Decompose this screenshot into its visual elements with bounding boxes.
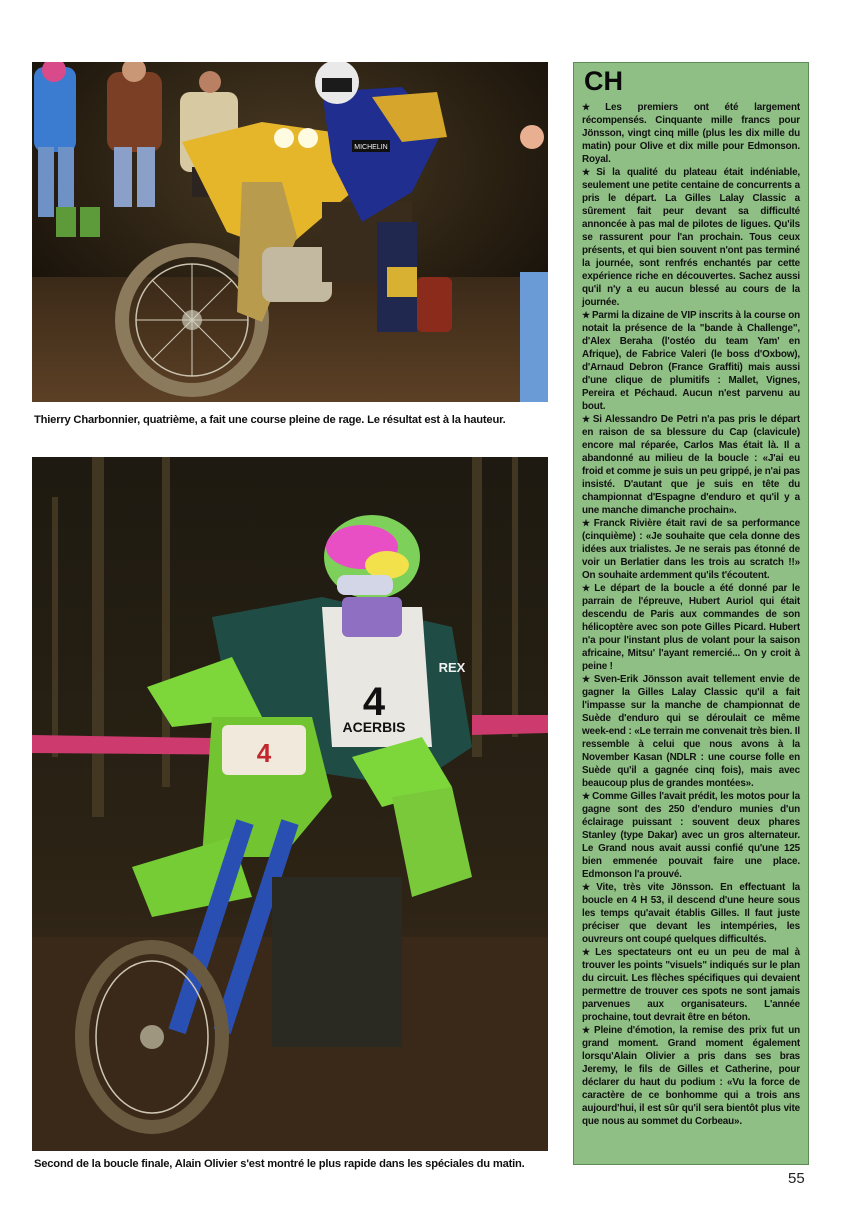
photo-2-caption: Second de la boucle finale, Alain Olivier s'est montré le plus rapide dans les spéciales du matin.: [34, 1158, 525, 1170]
sidebar-paragraph: [582, 517, 800, 582]
star-bullet-icon: ★: [582, 583, 593, 593]
sidebar-paragraph-list: [582, 101, 800, 1128]
star-bullet-icon: ★: [582, 518, 592, 528]
star-bullet-icon: ★: [582, 882, 595, 892]
sidebar-paragraph-text: Pleine d'émotion, la remise des prix fut un grand moment. Grand moment également lorsqu'Alain Olivier a pris dans ses bras Jeremy, le fils de Gilles et Catherine, pour déclarer du haut du podium : «Vu la force de caractère de ce bonhomme qui a trois ans aujourd'hui, il est sûr qu'il sera bientôt plus vite que nous au sommet du Corbeau».: [582, 1025, 801, 1127]
sidebar-paragraph: [582, 881, 800, 946]
star-bullet-icon: ★: [582, 167, 595, 177]
star-bullet-icon: ★: [582, 102, 604, 112]
page-number: 55: [788, 1170, 805, 1187]
sidebar-paragraph-text: Si la qualité du plateau était indéniable, seulement une petite centaine de concurrents a pris le départ. La Gilles Lalay Classic a sûrement fait peur devant sa difficulté annoncée à pas mal de pilotes de ligues. Qu'ils se rassurent pour l'an prochain. Tous ceux présents, et qui bien souvent n'ont pas terminé la journée, sont renfrés enchantés par cette expérience riche en découvertes. Sachez aussi qu'il n'y a eu aucun blessé au cours de la journée.: [582, 167, 801, 308]
sidebar-title: CH: [584, 66, 623, 96]
sidebar-box: [573, 62, 809, 1165]
star-bullet-icon: ★: [582, 947, 594, 957]
star-bullet-icon: ★: [582, 791, 591, 801]
sidebar-paragraph-text: Les premiers ont été largement récompensés. Cinquante mille francs pour Jönsson, vingt cinq mille (plus les dix mille du matin) pour Olive et dix mille pour Edmonson. Royal.: [582, 102, 801, 165]
star-bullet-icon: ★: [582, 1025, 593, 1035]
sidebar-paragraph: [582, 673, 800, 790]
sidebar-paragraph: [582, 946, 800, 1024]
sidebar-paragraph: [582, 413, 800, 517]
sidebar-paragraph: [582, 790, 800, 881]
sidebar-paragraph: [582, 166, 800, 309]
sidebar-paragraph: [582, 1024, 800, 1128]
sidebar-paragraph-text: Parmi la dizaine de VIP inscrits à la course on notait la présence de la "bande à Challenge", d'Alex Beraha (l'ostéo du team Yam' en Afrique), de Fabrice Valeri (le boss d'Oxbow), d'Arnaud Debron (France Graffiti) mais aussi d'une clique de plumitifs : Mallet, Vignes, Pereira et Péchaud. Aucun n'est parvenu au bout.: [582, 310, 800, 412]
sidebar-paragraph: [582, 309, 800, 413]
michelin-logo: MICHELIN: [354, 144, 388, 151]
star-bullet-icon: ★: [582, 414, 591, 424]
photo-thierry-charbonnier: [32, 62, 548, 402]
sidebar-paragraph-text: Comme Gilles l'avait prédit, les motos pour la gagne sont des 250 d'enduro munies d'un éclairage puissant : souvent deux phares Stanley (type Dakar) avec un gros alternateur. Le Grand nous avait aussi confié qu'une 125 bien emmenée pouvait faire une place. Edmonson l'a prouvé.: [582, 791, 800, 880]
rider-bib-number: 4: [362, 680, 386, 724]
sidebar-paragraph-text: Vite, très vite Jönsson. En effectuant la boucle en 4 H 53, il descend d'une heure sous les temps qu'avait établis Gilles. Il faut juste préciser que devant les intempéries, les ouvreurs ont coupé quelques difficultés.: [582, 882, 800, 945]
sidebar-paragraph: [582, 582, 800, 673]
sidebar-paragraph: [582, 101, 800, 166]
photo-1-caption: Thierry Charbonnier, quatrième, a fait une course pleine de rage. Le résultat est à la hauteur.: [34, 414, 506, 426]
photo-1-illustration: [32, 62, 548, 402]
star-bullet-icon: ★: [582, 674, 592, 684]
acerbis-logo: ACERBIS: [342, 719, 406, 735]
sidebar-paragraph-text: Les spectateurs ont eu un peu de mal à trouver les points "visuels" indiqués sur le plan du circuit. Les flèches spécifiques qui devaient permettre de trouver ces spots ne sont jamais parvenues aux organisateurs. L'année prochaine, tout devrait être en béton.: [582, 947, 800, 1023]
jersey-logo: REX: [438, 660, 466, 675]
photo-alain-olivier: [32, 457, 548, 1151]
photo-2-illustration: [32, 457, 548, 1151]
front-plate-number: 4: [256, 738, 272, 768]
sidebar-paragraph-text: Franck Rivière était ravi de sa performance (cinquième) : «Je souhaite que cela donne des idées aux trialistes. Je ne serais pas étonné de voir un Berlatier dans les trois au scratch !!» On souhaite ardemment qu'ils t'écoutent.: [582, 518, 800, 581]
sidebar-paragraph-text: Si Alessandro De Petri n'a pas pris le départ en raison de sa blessure du Cap (clavicule) encore mal réparée, Carlos Mas était là. Il a abandonné au milieu de la boucle : «J'ai eu froid et comme je suis un peu grippé, je n'ai pas insisté. D'autant que je suis en tête du championnat d'Espagne d'enduro et qu'il y a une manche dimanche prochain».: [582, 414, 800, 516]
star-bullet-icon: ★: [582, 310, 590, 320]
sidebar-paragraph-text: Sven-Erik Jönsson avait tellement envie de gagner la Gilles Lalay Classic qu'il a fait l'impasse sur la manche de championnat de Suède d'enduro qui se déroulait ce même week-end : «Le terrain me convenait très bien. Il ressemble à celui que nous avons à la November Kasan (NDLR : une course folle en Suède qu'il a gagnée cinq fois), mais avec beaucoup plus de grandes montées».: [582, 674, 801, 789]
sidebar-paragraph-text: Le départ de la boucle a été donné par le parrain de l'épreuve, Hubert Auriol qui était descendu de Paris aux commandes de son hélicoptère avec son pote Gilles Picard. Hubert n'a pour l'instant plus de volant pour la saison africaine, Mitsu' l'ayant remercié... On y croit à peine !: [582, 583, 800, 672]
